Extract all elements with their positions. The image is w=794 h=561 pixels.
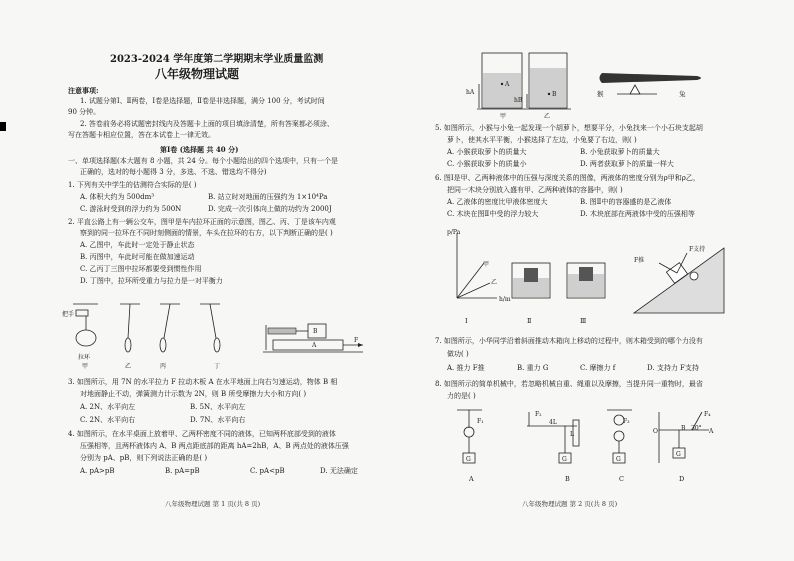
label-option-a: A <box>469 475 474 483</box>
label-g-c: G <box>616 456 621 463</box>
label-ding: 丁 <box>214 363 221 370</box>
q7-slope-figure <box>629 238 729 318</box>
label-block-b: B <box>313 328 318 335</box>
label-b-point: B <box>681 425 686 432</box>
footer-right: 八年级物理试题 第 2 页(共 8 页) <box>522 500 618 508</box>
label-g-a: G <box>466 456 471 463</box>
q4-option-c: C. pA<pB <box>250 467 285 475</box>
q5-option-b: B. 小兔获取萝卜的质量大 <box>580 148 660 156</box>
label-line-yi: 乙 <box>491 279 498 286</box>
q7-option-b: B. 重力 G <box>517 364 549 372</box>
note-1b: 90 分钟。 <box>68 108 101 116</box>
note-1a: 1. 试题分第Ⅰ、Ⅱ两卷，Ⅰ卷是选择题，Ⅱ卷是非选择题，满分 100 分，考试时间 <box>80 97 325 105</box>
ring-front-figure <box>73 304 98 346</box>
q1-option-d: D. 完成一次引体向上做的功约为 2000J <box>208 205 332 213</box>
q5-line-1: 5. 如图所示，小猴与小兔一起发现一个胡萝卜，想要平分，小兔找来一个小石块支起胡 <box>435 124 703 132</box>
ring-side-yi <box>120 304 140 352</box>
q7-line-1: 7. 如图所示，小华同学沿着斜面推动木箱向上移动的过程中，则木箱受到的哪个力没有 <box>435 337 703 345</box>
q5-line-2: 萝卜，使其水平平衡，小猴选择了左边，小兔要了右边，则( ) <box>447 136 637 144</box>
q8-line-1: 8. 如图所示的简单机械中，若忽略机械自重、绳重以及摩擦，当提升同一重物时，最省 <box>435 380 703 388</box>
q7-option-d: D. 支持力 F支持 <box>647 364 699 372</box>
q2-option-c: C. 乙丙丁三图中拉环都要受到惯性作用 <box>80 265 202 273</box>
label-l: L <box>570 431 574 438</box>
label-f-push: F推 <box>634 257 645 264</box>
label-a-point: A <box>709 428 714 435</box>
q2-q3-figure <box>68 290 368 370</box>
label-g-d: G <box>676 451 681 458</box>
label-board-a: A <box>312 342 317 349</box>
q4-beakers-figure <box>477 48 572 118</box>
label-point-a: A <box>505 81 510 88</box>
exam-subtitle: 八年级物理试题 <box>155 67 240 81</box>
q2-option-a: A. 乙图中，车此时一定处于静止状态 <box>80 241 195 249</box>
label-f3: F₃ <box>623 418 630 425</box>
q3-option-c: C. 2N、水平向右 <box>80 416 136 424</box>
q6-option-d: D. 木块底部在两液体中受的压强相等 <box>580 210 695 218</box>
q3-option-a: A. 2N、水平向左 <box>80 403 136 411</box>
label-f4: F₄ <box>704 411 711 418</box>
label-fig-3: Ⅲ <box>580 317 587 325</box>
note-2b: 写在答题卡相应位置，答在本试卷上一律无效。 <box>68 131 215 139</box>
label-fig-1: Ⅰ <box>465 317 468 325</box>
ring-side-ding <box>200 304 220 352</box>
label-f2: F₂ <box>535 411 542 418</box>
q1-stem: 1. 下列有关中学生的估测符合实际的是( ) <box>68 181 197 189</box>
q2-option-d: D. 丁图中，拉环所受重力与拉力是一对平衡力 <box>80 277 223 285</box>
label-o: O <box>653 428 658 435</box>
q6-line-2: 把同一木块分别放入盛有甲、乙两种液体的容器中，则( ) <box>447 186 623 194</box>
section-intro-a: 一、单项选择题(本大题有 8 小题，共 24 分。每个小题给出的四个选项中，只有一个是 <box>68 157 338 165</box>
label-option-d: D <box>679 475 685 483</box>
q7-line-2: 做功( ) <box>447 350 469 358</box>
q7-option-a: A. 推力 F推 <box>447 364 485 372</box>
q5-option-c: C. 小猴获取萝卜的质量小 <box>447 160 527 168</box>
q5-option-d: D. 两者获取萝卜的质量一样大 <box>580 160 674 168</box>
q5-option-a: A. 小猴获取萝卜的质量大 <box>447 148 527 156</box>
label-force-f: F <box>354 337 359 344</box>
footer-left: 八年级物理试题 第 1 页(共 8 页) <box>165 500 261 508</box>
label-angle: 30° <box>691 425 702 432</box>
q2-line-2: 察到的同一拉环在不同时刻侧面的情景，车头在拉环的右方，以下判断正确的是( ) <box>80 229 333 237</box>
q8-line-2: 力的是( ) <box>447 392 476 400</box>
q1-option-b: B. 站立时对地面的压强约为 1×10⁴Pa <box>208 193 328 201</box>
label-rabbit: 兔 <box>679 90 686 98</box>
q6-figure <box>452 228 632 308</box>
q3-option-d: D. 7N、水平向右 <box>190 416 246 424</box>
label-y-axis: p/Pa <box>447 229 461 236</box>
label-option-c: C <box>619 475 624 483</box>
q1-option-a: A. 体积大约为 500dm³ <box>80 193 155 201</box>
q7-option-c: C. 摩擦力 f <box>580 364 616 372</box>
notes-heading: 注意事项: <box>68 86 99 95</box>
q6-option-c: C. 木块在图Ⅱ中受的浮力较大 <box>447 210 539 218</box>
q5-carrot-figure <box>597 58 707 103</box>
q4-option-d: D. 无法确定 <box>320 467 358 475</box>
q2-line-1: 2. 平直公路上有一辆公交车，图甲是车内拉环正面的示意图，图乙、丙、丁是该车内观 <box>68 218 336 226</box>
q4-option-b: B. pA=pB <box>165 467 200 475</box>
label-g-b: G <box>562 456 567 463</box>
label-line-jia: 甲 <box>483 261 490 268</box>
label-f-support: F支持 <box>689 246 706 253</box>
q3-line-2: 对地面静止不动，弹簧测力计示数为 2N，则 B 所受摩擦力大小和方向( ) <box>80 390 307 398</box>
label-x-axis: h/m <box>499 296 511 303</box>
section-heading: 第Ⅰ卷 (选择题 共 40 分) <box>160 145 239 154</box>
label-handle: 把手 <box>62 311 75 318</box>
q6-line-1: 6. 图Ⅰ是甲、乙两种液体中的压强与深度关系的图像，两液体的密度分别为ρ甲和ρ乙， <box>435 174 700 182</box>
q4-option-a: A. pA>pB <box>80 467 115 475</box>
label-hB: hB <box>514 97 523 104</box>
label-fig-2: Ⅱ <box>527 317 532 325</box>
section-intro-b: 正确的，选对的每小题得 3 分，多选、不选、错选均不得分) <box>80 168 267 176</box>
q4-line-2: 压强相等，且两杯液体内 A、B 两点距底部的距离 hA=2hB，A、B 两点处的液体压强 <box>80 442 349 450</box>
label-ring: 拉环 <box>78 354 91 361</box>
label-yi: 乙 <box>125 363 132 370</box>
q4-line-1: 4. 如图所示，在水平桌面上放着甲、乙两杯密度不同的液体，已知两杯底部受到的液体 <box>68 430 336 438</box>
label-4l: 4L <box>549 419 557 426</box>
label-cup-yi: 乙 <box>544 113 551 120</box>
q3-option-b: B. 5N、水平向左 <box>190 403 246 411</box>
q8-machines-figure <box>447 408 717 473</box>
label-monkey: 猴 <box>597 90 604 98</box>
ring-side-bing <box>160 304 180 352</box>
label-option-b: B <box>565 475 570 483</box>
note-2a: 2. 答卷前务必将试题密封线内及答题卡上面的项目填涂清楚，所有答案都必须涂、 <box>80 120 334 128</box>
q2-option-b: B. 丙图中，车此时可能在做加速运动 <box>80 253 195 261</box>
label-f1: F₁ <box>477 418 484 425</box>
right-column <box>397 0 794 561</box>
exam-title: 2023-2024 学年度第二学期期末学业质量监测 <box>110 54 324 65</box>
q4-line-3: 分别为 pA、pB，则下列说法正确的是( ) <box>80 454 208 462</box>
q3-line-1: 3. 如图所示，用 7N 的水平拉力 F 拉动木板 A 在水平地面上向右匀速运动，物体 B 相 <box>68 378 338 386</box>
q6-option-b: B. 图Ⅱ中的容器盛的是乙液体 <box>580 198 672 206</box>
label-point-b: B <box>552 91 557 98</box>
q6-option-a: A. 乙液体的密度比甲液体密度大 <box>447 198 548 206</box>
label-bing: 丙 <box>160 363 167 370</box>
label-hA: hA <box>466 89 475 96</box>
label-cup-jia: 甲 <box>500 113 507 120</box>
q1-option-c: C. 游泳时受到的浮力约为 500N <box>80 205 182 213</box>
label-jia: 甲 <box>82 363 89 370</box>
